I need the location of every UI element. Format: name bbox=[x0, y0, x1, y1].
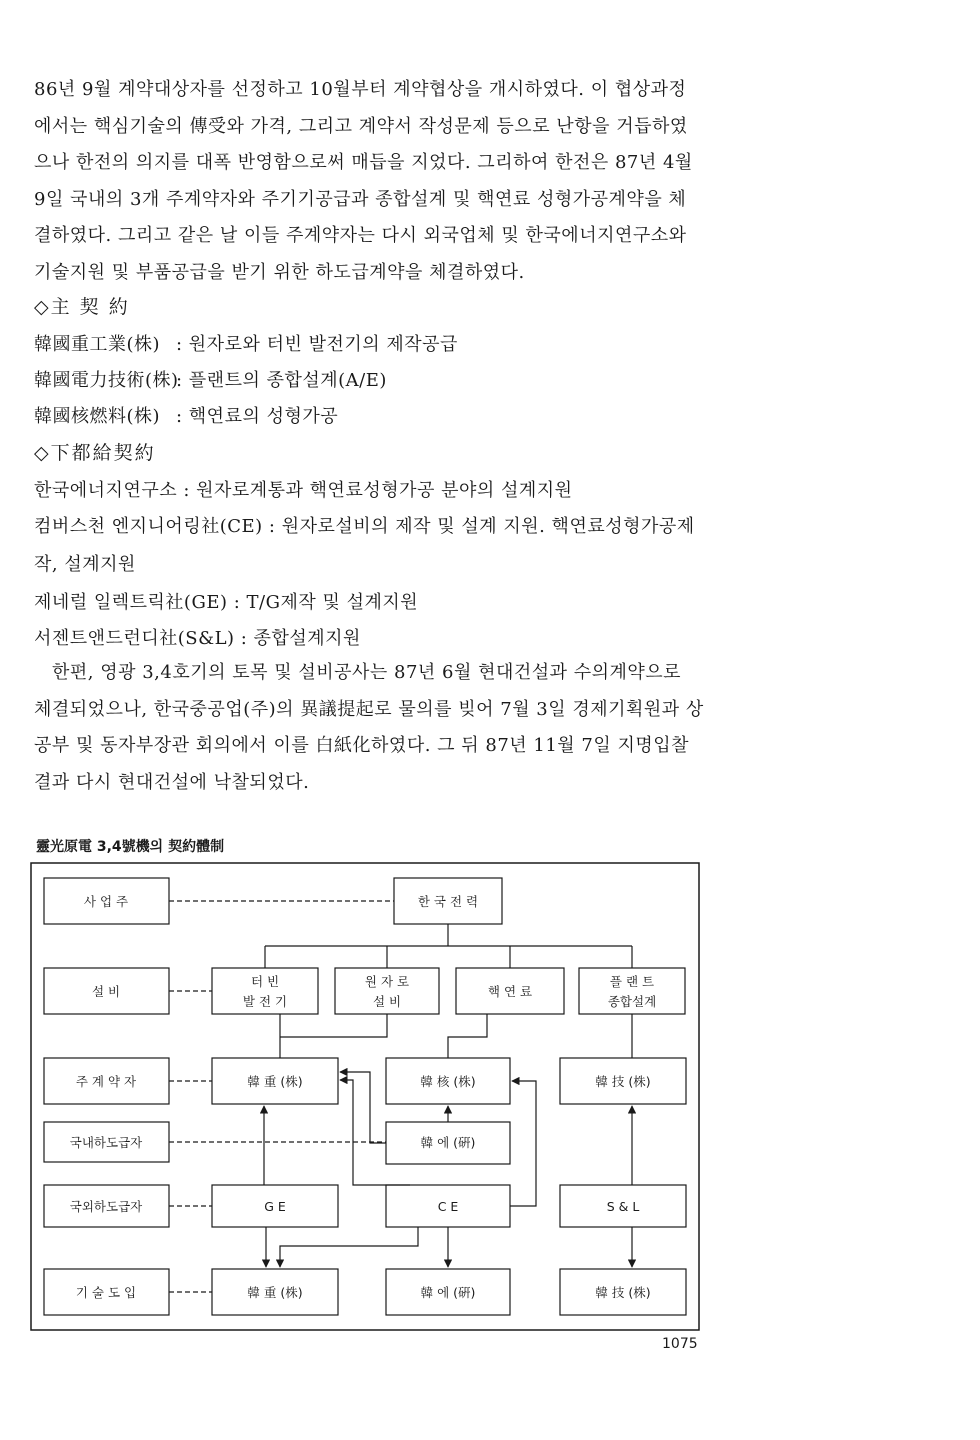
subcontract-row: 컴버스천 엔지니어링社(CE) : 원자로설비의 제작 및 설계 지원. 핵연료성형가공제작, 설계지원 bbox=[34, 516, 695, 575]
main-contract-row: 韓國電力技術(株): 플랜트의 종합설계(A/E) bbox=[34, 366, 387, 392]
support-arrow bbox=[510, 1081, 536, 1206]
equip-plant-line1: 플 랜 트 bbox=[609, 974, 655, 989]
subcontract-row: 한국에너지연구소 : 원자로계통과 핵연료성형가공 분야의 설계지원 bbox=[34, 480, 573, 501]
main-hanjung: 韓 重 (株) bbox=[247, 1074, 303, 1089]
support-arrow bbox=[340, 1080, 410, 1185]
company-name: 韓國核燃料(株) bbox=[34, 406, 161, 427]
transfer-arrow bbox=[280, 1227, 418, 1267]
contract-desc: 종합설계지원 bbox=[253, 628, 361, 649]
kepco-label: 한 국 전 력 bbox=[417, 894, 479, 909]
row-label-owner: 사 업 주 bbox=[83, 894, 129, 909]
main-haek: 韓 核 (株) bbox=[420, 1074, 476, 1089]
company-name: 韓國重工業(株) bbox=[34, 334, 161, 355]
tech-kaeri: 韓 에 (硏) bbox=[420, 1285, 476, 1300]
main-hangi: 韓 技 (株) bbox=[595, 1074, 651, 1089]
domestic-kaeri: 韓 에 (硏) bbox=[420, 1135, 476, 1150]
equip-plant-line2: 종합설계 bbox=[607, 994, 657, 1009]
contract-structure-diagram bbox=[30, 862, 702, 1332]
page-number: 1075 bbox=[662, 1336, 698, 1352]
tech-hangi: 韓 技 (株) bbox=[595, 1285, 651, 1300]
closing-paragraph bbox=[34, 655, 704, 801]
connector bbox=[448, 1014, 487, 1058]
support-arrow bbox=[340, 1072, 386, 1143]
contract-desc: T/G제작 및 설계지원 bbox=[246, 592, 419, 613]
equip-turbine-line2: 발 전 기 bbox=[242, 994, 288, 1009]
foreign-ce: C E bbox=[437, 1199, 459, 1214]
company-name: 韓國電力技術(株) bbox=[34, 370, 179, 391]
closing-text: 한편, 영광 3,4호기의 토목 및 설비공사는 87년 6월 현대건설과 수의계약으로 체결되었으나, 한국중공업(주)의 異議提起로 물의를 빚어 7월 3일 경제기획원과 상공부 및 동자부장관 회의에서 이를 白紙化하였다. 그 뒤 87년 11월 7일 지명입찰 결과 다시 현대건설에 낙찰되었다. bbox=[34, 662, 704, 793]
equip-fuel: 핵 연 료 bbox=[487, 984, 533, 999]
equip-reactor-line2: 설 비 bbox=[372, 994, 402, 1009]
row-label-equipment: 설 비 bbox=[91, 984, 121, 999]
row-label-tech-transfer: 기 술 도 입 bbox=[75, 1285, 137, 1300]
main-contract-heading: ◇主 契 約 bbox=[34, 296, 130, 318]
subcontract-row: 서젠트앤드런디社(S&L) : 종합설계지원 bbox=[34, 628, 361, 649]
contract-desc: 플랜트의 종합설계(A/E) bbox=[188, 370, 387, 391]
diagram-frame bbox=[31, 863, 699, 1330]
company-name: 서젠트앤드런디社(S&L) bbox=[34, 628, 235, 649]
contract-desc: 원자로계통과 핵연료성형가공 분야의 설계지원 bbox=[196, 480, 573, 501]
main-contract-row: 韓國重工業(株) : 원자로와 터빈 발전기의 제작공급 bbox=[34, 330, 458, 356]
contract-desc: 핵연료의 성형가공 bbox=[188, 406, 339, 427]
row-label-foreign-sub: 국외하도급자 bbox=[69, 1199, 143, 1214]
company-name: 컴버스천 엔지니어링社(CE) bbox=[34, 516, 263, 537]
company-name: 제네럴 일렉트릭社(GE) bbox=[34, 592, 228, 613]
main-contract-row: 韓國核燃料(株) : 핵연료의 성형가공 bbox=[34, 402, 338, 428]
row-label-domestic-sub: 국내하도급자 bbox=[69, 1135, 143, 1150]
contract-desc: 원자로설비의 제작 및 설계 지원. 핵연료성형가공제작, 설계지원 bbox=[34, 516, 695, 575]
company-name: 한국에너지연구소 bbox=[34, 480, 178, 501]
subcontract-heading: ◇下都給契約 bbox=[34, 442, 156, 464]
figure-title: 靈光原電 3,4號機의 契約體制 bbox=[36, 839, 225, 855]
tech-hanjung: 韓 重 (株) bbox=[247, 1285, 303, 1300]
equip-turbine-line1: 터 빈 bbox=[250, 974, 280, 989]
equip-reactor-line1: 원 자 로 bbox=[364, 974, 410, 989]
connector bbox=[280, 1014, 387, 1037]
foreign-sl: S & L bbox=[606, 1199, 640, 1214]
row-label-main-contractor: 주 계 약 자 bbox=[75, 1074, 137, 1089]
subcontract-row: 제네럴 일렉트릭社(GE) : T/G제작 및 설계지원 bbox=[34, 592, 419, 613]
foreign-ge: G E bbox=[264, 1199, 286, 1214]
contract-desc: 원자로와 터빈 발전기의 제작공급 bbox=[188, 334, 458, 355]
intro-text: 86년 9월 계약대상자를 선정하고 10월부터 계약협상을 개시하였다. 이 협상과정에서는 핵심기술의 傳受와 가격, 그리고 계약서 작성문제 등으로 난항을 거듭하였으나 한전의 의지를 대폭 반영함으로써 매듭을 지었다. 그리하여 한전은 87년 4월 9일 국내의 3개 주계약자와 주기기공급과 종합설계 및 핵연료 성형가공계약을 체결하였다. 그리고 같은 날 이들 주계약자는 다시 외국업체 및 한국에너지연구소와 기술지원 및 부품공급을 받기 위한 하도급계약을 체결하였다. bbox=[34, 79, 693, 283]
intro-paragraph bbox=[34, 72, 704, 291]
